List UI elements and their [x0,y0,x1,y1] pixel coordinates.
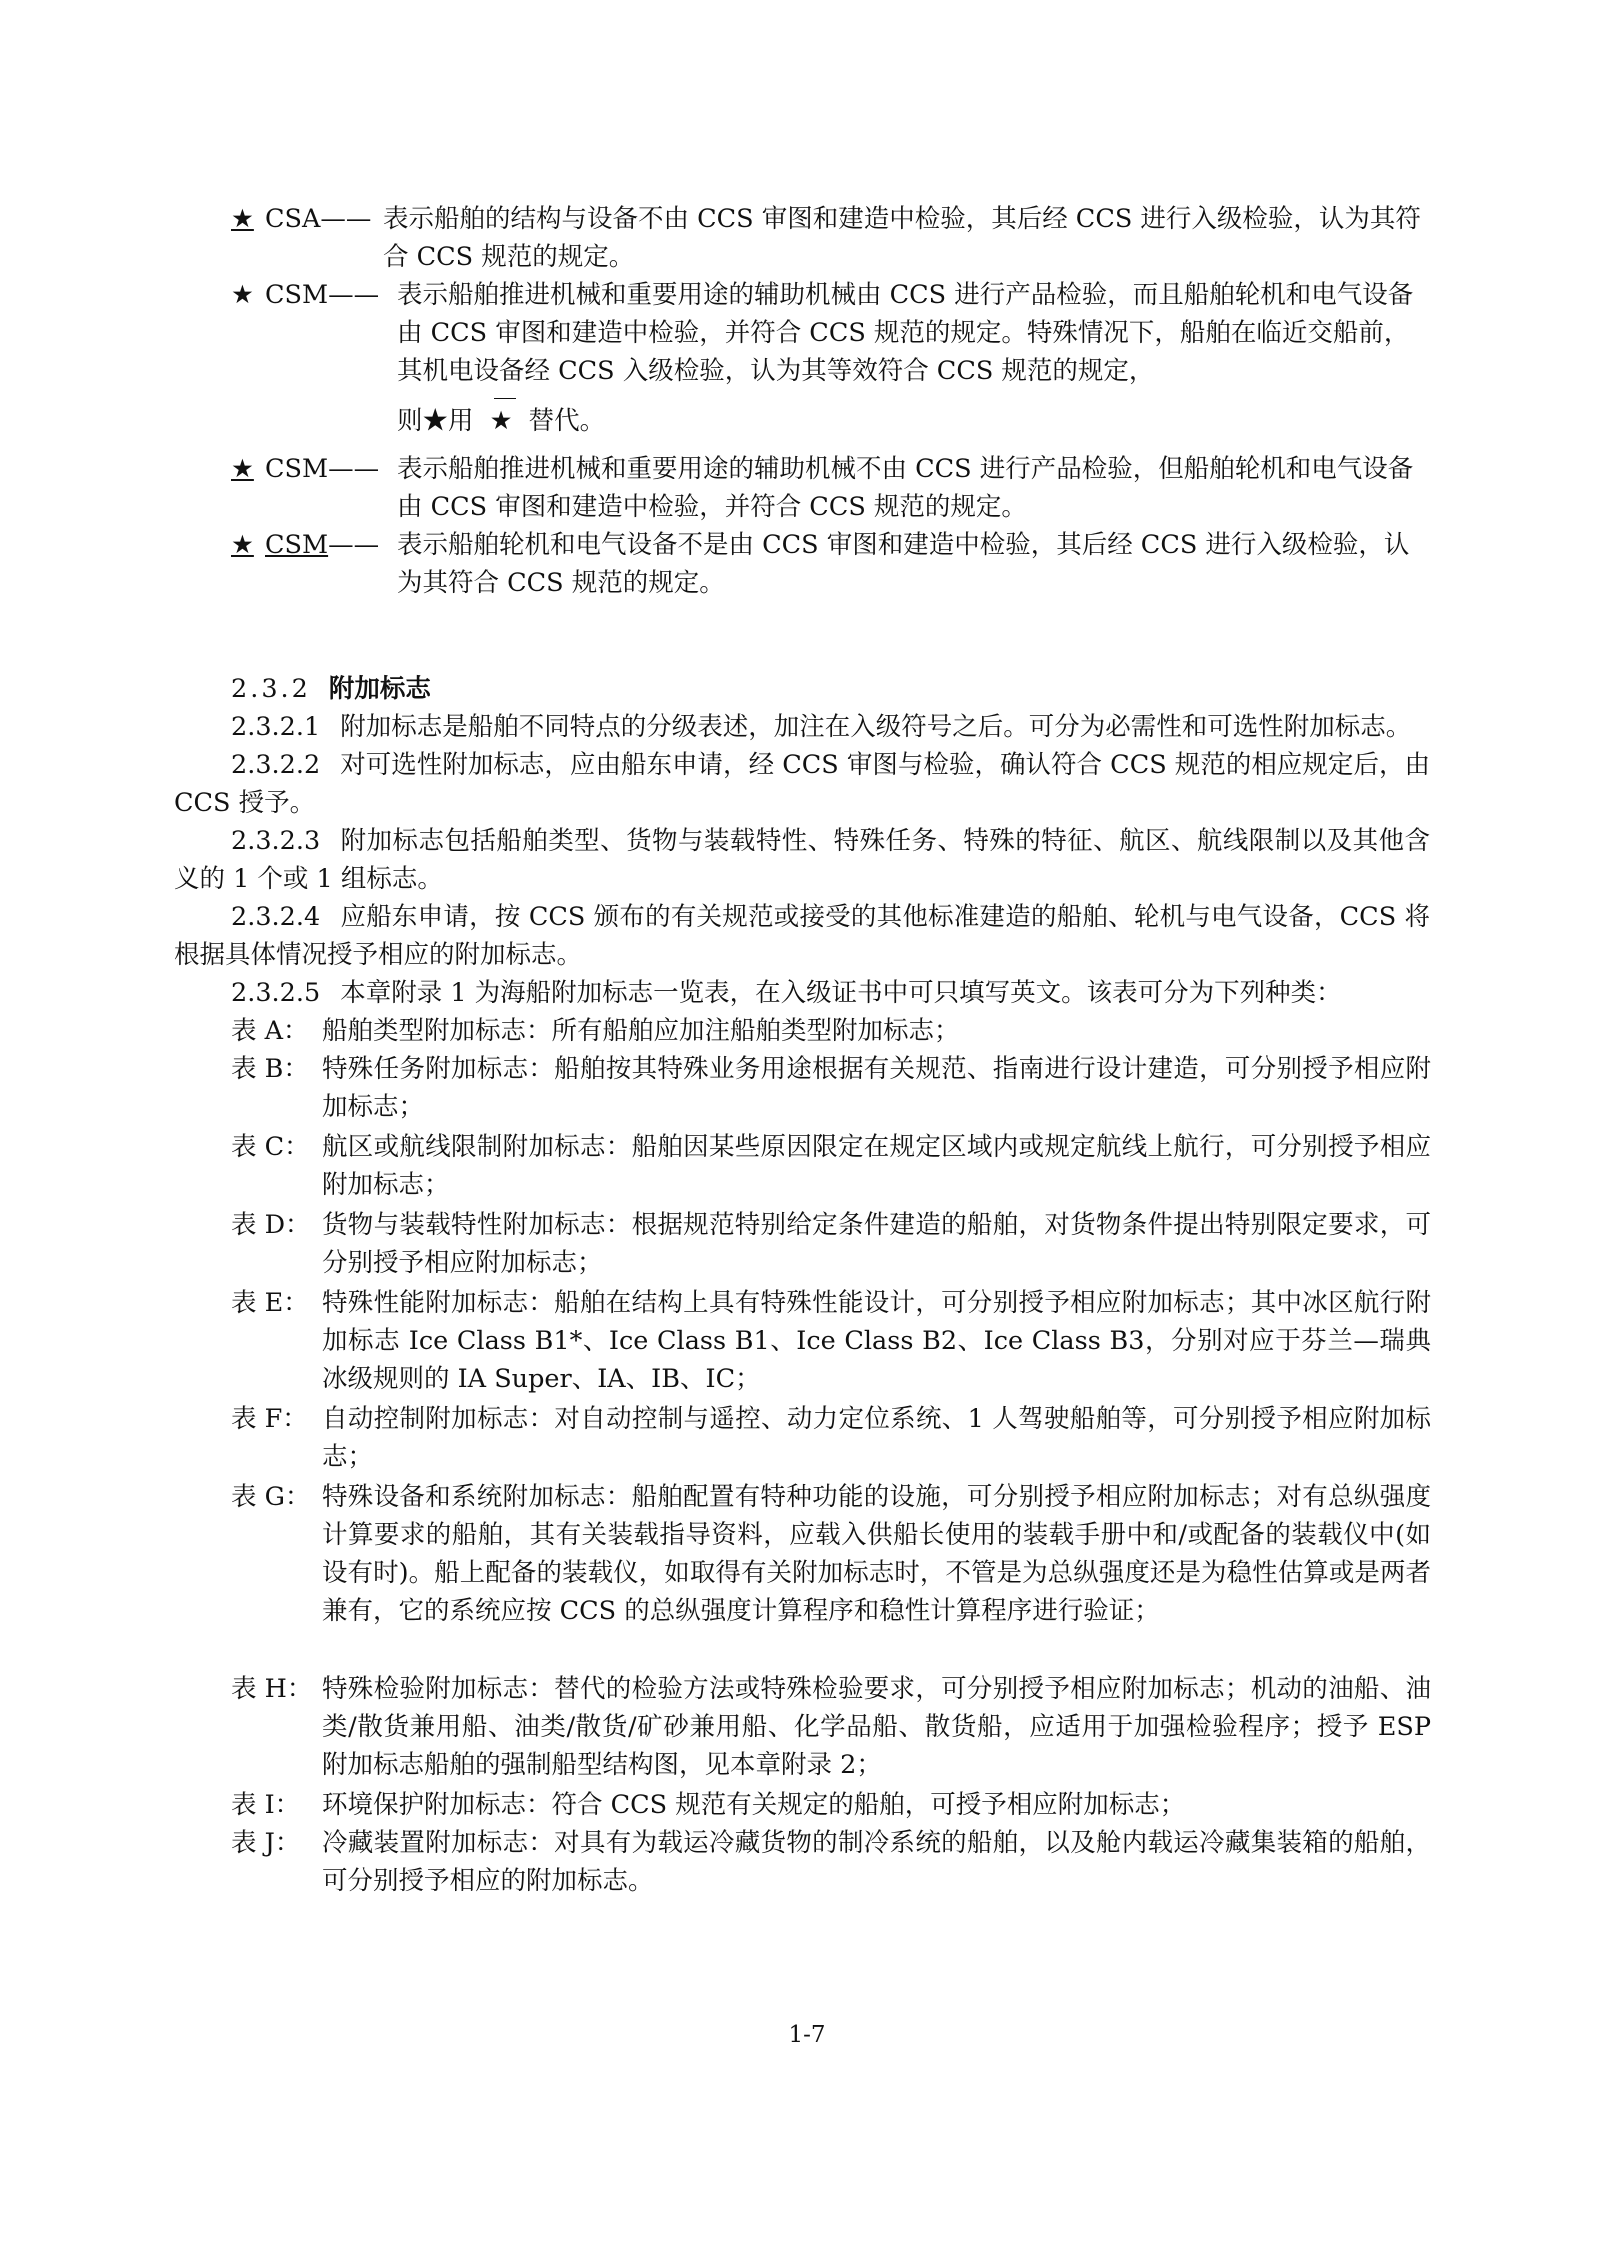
table-description: 船舶类型附加标志：所有船舶应加注船舶类型附加标志； [322,1016,960,1046]
table-description: 特殊性能附加标志：船舶在结构上具有特殊性能设计，可分别授予相应附加标志；其中冰区航行附加标志 Ice Class B1*、Ice Class B1、Ice Class B2、Ice Class B3，分别对应于芬兰—瑞典冰级规则的 IA Super、IA、IB、IC； [322,1288,1431,1394]
paragraph-number: 2.3.2.1 [231,712,321,742]
paragraph [174,822,1430,898]
section-title: 附加标志 [328,674,431,704]
section-number: 2.3.2 [231,674,311,704]
table-description: 特殊设备和系统附加标志：船舶配置有特种功能的设施，可分别授予相应附加标志；对有总纵强度计算要求的船舶，其有关装载指导资料，应载入供船长使用的装载手册中和/或配备的装载仪中(如设有时)。船上配备的装载仪，如取得有关附加标志时，不管是为总纵强度还是为稳性估算或是两者兼有，它的系统应按 CCS 的总纵强度计算程序和稳性计算程序进行验证； [322,1482,1431,1626]
table-category-item [231,1012,1431,1050]
table-label: 表 F： [231,1404,308,1434]
replacement-line: 则★用 ★ 替代。 [397,402,605,440]
table-category-item [231,1284,1431,1398]
class-mark-description: 表示船舶的结构与设备不由 CCS 审图和建造中检验，其后经 CCS 进行入级检验，认为其符合 CCS 规范的规定。 [383,204,1421,272]
table-label: 表 G： [231,1482,311,1512]
table-label: 表 H： [231,1674,313,1704]
table-description: 冷藏装置附加标志：对具有为载运冷藏货物的制冷系统的船舶，以及舱内载运冷藏集装箱的船舶，可分别授予相应的附加标志。 [322,1828,1431,1896]
paragraph-number: 2.3.2.3 [231,826,321,856]
table-description: 特殊任务附加标志：船舶按其特殊业务用途根据有关规范、指南进行设计建造，可分别授予相应附加标志； [322,1054,1431,1122]
table-category-item [231,1400,1431,1476]
paragraph-number: 2.3.2.4 [231,902,321,932]
class-mark-description: 表示船舶推进机械和重要用途的辅助机械不由 CCS 进行产品检验，但船舶轮机和电气设备由 CCS 审图和建造中检验，并符合 CCS 规范的规定。 [397,454,1414,522]
class-mark-symbol: ★ CSM—— [231,450,379,488]
table-category-item [231,1050,1431,1126]
paragraph-text: 对可选性附加标志，应由船东申请，经 CCS 审图与检验，确认符合 CCS 规范的相应规定后，由 CCS 授予。 [174,750,1430,818]
class-mark-csm-1 [231,276,1431,390]
paragraph [174,898,1430,974]
star-icon: ★ [422,406,449,436]
paragraph-text: 附加标志是船舶不同特点的分级表述，加注在入级符号之后。可分为必需性和可选性附加标志。 [340,712,1412,742]
paragraph [174,746,1430,822]
star-icon: ★ [231,204,254,234]
class-mark-description: 表示船舶轮机和电气设备不是由 CCS 审图和建造中检验，其后经 CCS 进行入级检验，认为其符合 CCS 规范的规定。 [397,530,1410,598]
paragraph-text: 应船东申请，按 CCS 颁布的有关规范或接受的其他标准建造的船舶、轮机与电气设备，CCS 将根据具体情况授予相应的附加标志。 [174,902,1430,970]
table-label: 表 D： [231,1210,311,1240]
paragraph-text: 附加标志包括船舶类型、货物与装载特性、特殊任务、特殊的特征、航区、航线限制以及其他含义的 1 个或 1 组标志。 [174,826,1430,894]
class-mark-code: CSM [265,530,329,560]
table-description: 自动控制附加标志：对自动控制与遥控、动力定位系统、1 人驾驶船舶等，可分别授予相应附加标志； [322,1404,1431,1472]
class-mark-code: CSM [265,454,329,484]
section-heading [231,670,431,708]
table-category-item [231,1824,1431,1900]
table-description: 环境保护附加标志：符合 CCS 规范有关规定的船舶，可授予相应附加标志； [322,1790,1186,1820]
table-description: 货物与装载特性附加标志：根据规范特别给定条件建造的船舶，对货物条件提出特别限定要求，可分别授予相应附加标志； [322,1210,1431,1278]
paragraph [174,974,1430,1012]
star-icon: ★ [231,280,254,310]
overbar-mark [494,398,516,399]
class-mark-symbol: ★ CSM—— [231,526,379,564]
table-label: 表 B： [231,1054,309,1084]
star-overbar-icon: ★ [489,406,513,436]
paragraph-number: 2.3.2.5 [231,978,321,1008]
class-mark-csm-2 [231,450,1431,526]
paragraph [174,708,1430,746]
class-mark-code: CSM [265,280,329,310]
page-number: 1-7 [788,2022,826,2048]
table-label: 表 I： [231,1790,301,1820]
table-description: 航区或航线限制附加标志：船舶因某些原因限定在规定区域内或规定航线上航行，可分别授予相应附加标志； [322,1132,1431,1200]
class-mark-symbol: ★ CSA—— [231,200,371,238]
class-mark-csm-3 [231,526,1431,602]
table-description: 特殊检验附加标志：替代的检验方法或特殊检验要求，可分别授予相应附加标志；机动的油船、油类/散货兼用船、油类/散货/矿砂兼用船、化学品船、散货船，应适用于加强检验程序；授予 ESP 附加标志船舶的强制船型结构图，见本章附录 2； [322,1674,1431,1780]
table-label: 表 C： [231,1132,310,1162]
table-category-item [231,1128,1431,1204]
star-icon: ★ [231,530,254,560]
class-mark-code: CSA [265,204,321,234]
table-category-item [231,1670,1431,1784]
table-label: 表 J： [231,1828,301,1858]
table-category-item [231,1478,1431,1630]
table-category-item [231,1786,1431,1824]
paragraph-number: 2.3.2.2 [231,750,321,780]
class-mark-description: 表示船舶推进机械和重要用途的辅助机械由 CCS 进行产品检验，而且船舶轮机和电气设备由 CCS 审图和建造中检验，并符合 CCS 规范的规定。特殊情况下，船舶在临近交船前，其机电设备经 CCS 入级检验，认为其等效符合 CCS 规范的规定， [397,280,1414,386]
table-label: 表 E： [231,1288,309,1318]
table-label: 表 A： [231,1016,309,1046]
class-mark-csa [231,200,1431,276]
class-mark-symbol: ★ CSM—— [231,276,379,314]
table-category-item [231,1206,1431,1282]
paragraph-text: 本章附录 1 为海船附加标志一览表，在入级证书中可只填写英文。该表可分为下列种类： [340,978,1342,1008]
star-icon: ★ [231,454,254,484]
